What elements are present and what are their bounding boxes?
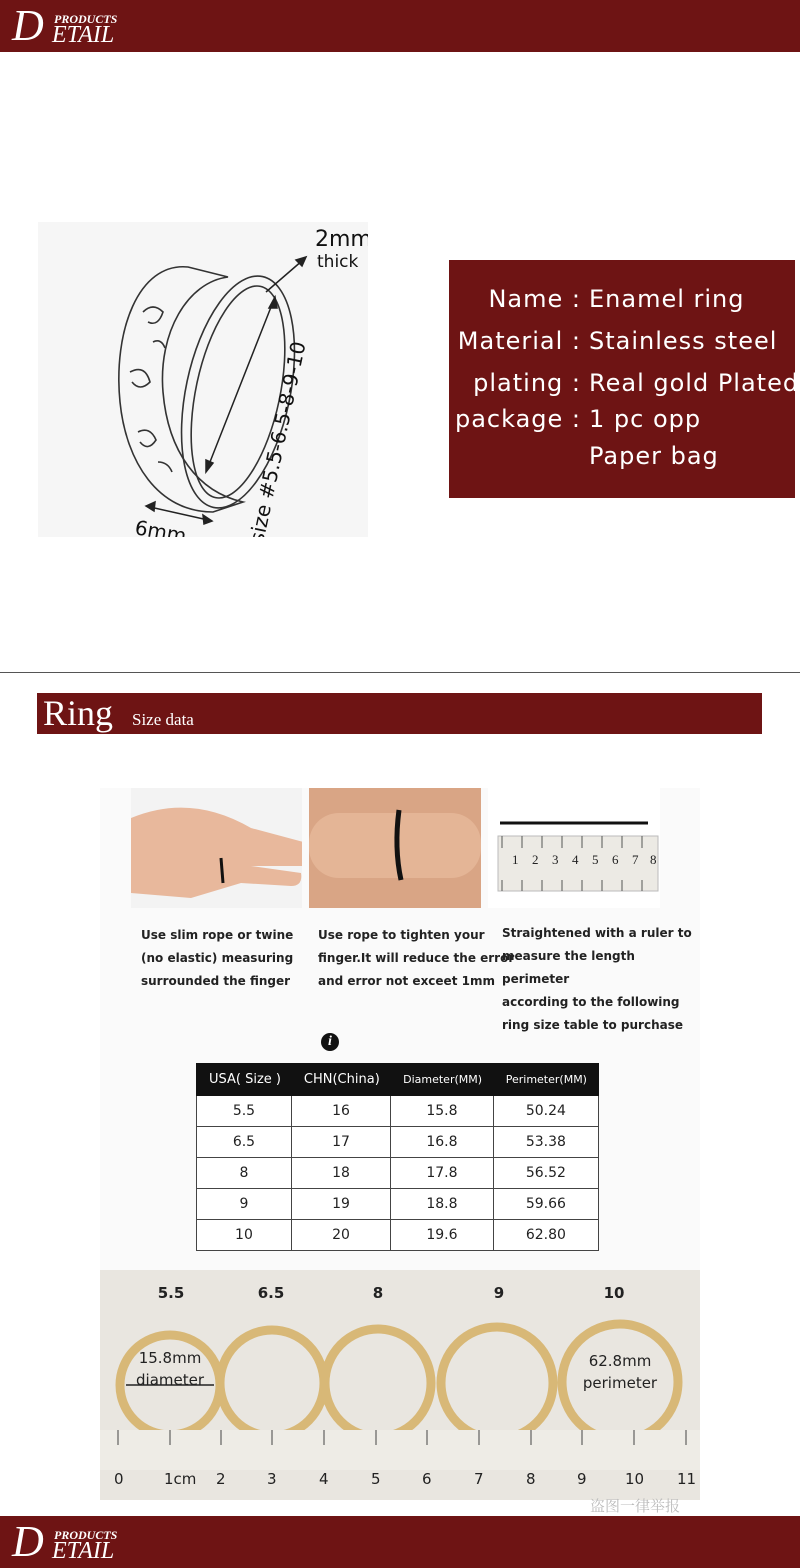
ruler-tick: 2 bbox=[216, 1470, 226, 1488]
table-cell: 8 bbox=[197, 1158, 292, 1189]
section-header bbox=[37, 693, 762, 734]
thickness-value: 2mm bbox=[315, 227, 368, 252]
info-value: Enamel ring bbox=[589, 285, 745, 313]
perimeter-label: 62.8mm perimeter bbox=[582, 1352, 658, 1392]
banner-products: PRODUCTS bbox=[54, 12, 118, 26]
section-subtitle: Size data bbox=[132, 710, 194, 729]
info-row bbox=[449, 366, 800, 400]
info-value: Paper bag bbox=[589, 442, 719, 470]
thickness-word: thick bbox=[317, 252, 359, 272]
table-cell: 10 bbox=[197, 1220, 292, 1251]
table-cell: 19.6 bbox=[391, 1220, 494, 1251]
rings-photo bbox=[100, 1270, 700, 1500]
ruler-tick: 8 bbox=[526, 1470, 536, 1488]
hand-photo bbox=[131, 788, 302, 908]
ruler-number: 2 bbox=[532, 852, 539, 867]
info-value: Real gold Plated bbox=[589, 369, 800, 397]
table-cell: 17.8 bbox=[391, 1158, 494, 1189]
diameter-label: 15.8mm diameter bbox=[136, 1349, 204, 1389]
table-cell: 18 bbox=[291, 1158, 390, 1189]
ruler-number: 7 bbox=[632, 852, 639, 867]
table-row bbox=[197, 1220, 599, 1251]
top-banner bbox=[0, 0, 800, 52]
banner-etail: ETAIL bbox=[52, 1538, 115, 1564]
banner-letter: D bbox=[12, 1, 44, 50]
table-cell: 50.24 bbox=[493, 1096, 598, 1127]
table-cell: 62.80 bbox=[493, 1220, 598, 1251]
watermark: 盗图一律举报 bbox=[590, 1497, 681, 1515]
ruler-tick: 6 bbox=[422, 1470, 432, 1488]
ruler-number: 4 bbox=[572, 852, 579, 867]
info-icon: i bbox=[321, 1033, 339, 1051]
table-cell: 9 bbox=[197, 1189, 292, 1220]
info-row bbox=[449, 402, 795, 436]
table-cell: 15.8 bbox=[391, 1096, 494, 1127]
ruler-number: 5 bbox=[592, 852, 599, 867]
size-guide bbox=[100, 788, 700, 1500]
step-caption: Use rope to tighten your finger.It will reduce the error and error not exceet 1mm bbox=[318, 928, 515, 988]
table-cell: 53.38 bbox=[493, 1127, 598, 1158]
size-table bbox=[196, 1063, 599, 1251]
table-row bbox=[197, 1158, 599, 1189]
step-caption: Straightened with a ruler to measure the length perimeter according to the following ring size table to purchase bbox=[502, 926, 692, 1032]
banner-etail: ETAIL bbox=[52, 22, 115, 48]
table-header-row bbox=[197, 1064, 599, 1096]
ring-drawing bbox=[38, 222, 368, 537]
info-value: 1 pc opp bbox=[589, 405, 702, 433]
table-cell: 17 bbox=[291, 1127, 390, 1158]
table-row bbox=[197, 1189, 599, 1220]
ruler-tick: 9 bbox=[577, 1470, 587, 1488]
table-cell: 5.5 bbox=[197, 1096, 292, 1127]
info-value: Stainless steel bbox=[589, 327, 778, 355]
table-cell: 16 bbox=[291, 1096, 390, 1127]
table-cell: 16.8 bbox=[391, 1127, 494, 1158]
table-cell: 20 bbox=[291, 1220, 390, 1251]
table-header: Perimeter(MM) bbox=[493, 1064, 598, 1096]
ruler-icon bbox=[488, 788, 660, 908]
info-row bbox=[449, 282, 795, 316]
table-header: CHN(China) bbox=[291, 1064, 390, 1096]
info-row bbox=[449, 324, 795, 358]
ring-size-label: 8 bbox=[372, 1284, 384, 1302]
ring-sketch-icon bbox=[38, 222, 368, 537]
ring-size-label: 5.5 bbox=[157, 1284, 185, 1302]
table-row bbox=[197, 1127, 599, 1158]
ruler-photo bbox=[488, 788, 660, 908]
table-cell: 6.5 bbox=[197, 1127, 292, 1158]
info-row bbox=[449, 439, 795, 473]
ring-size-label: 9 bbox=[493, 1284, 505, 1302]
info-label: Material : bbox=[457, 327, 581, 355]
width-value: 6mm bbox=[133, 515, 189, 537]
banner-products: PRODUCTS bbox=[54, 1528, 118, 1542]
banner-letter: D bbox=[12, 1517, 44, 1566]
section-title: Ring bbox=[43, 693, 114, 733]
info-label: package : bbox=[454, 405, 581, 433]
ruler-number: 8 bbox=[650, 852, 657, 867]
step-caption: Use slim rope or twine (no elastic) measuring surrounded the finger bbox=[141, 928, 294, 988]
table-cell: 56.52 bbox=[493, 1158, 598, 1189]
ruler-tick: 10 bbox=[625, 1470, 645, 1488]
table-row bbox=[197, 1096, 599, 1127]
ruler-number: 6 bbox=[612, 852, 619, 867]
table-header: Diameter(MM) bbox=[391, 1064, 494, 1096]
finger-icon bbox=[309, 788, 481, 908]
divider bbox=[0, 672, 800, 673]
ruler-tick: 4 bbox=[319, 1470, 329, 1488]
ruler-tick: 1cm bbox=[164, 1470, 197, 1488]
ruler-tick: 7 bbox=[474, 1470, 484, 1488]
finger-photo bbox=[309, 788, 481, 908]
product-info-box bbox=[449, 260, 800, 498]
ruler-tick: 3 bbox=[267, 1470, 277, 1488]
size-range: size #5.5-6.5-8-9-10 bbox=[244, 339, 311, 537]
info-label: plating : bbox=[473, 369, 581, 397]
ruler-tick: 5 bbox=[371, 1470, 381, 1488]
hand-icon bbox=[131, 788, 302, 908]
ruler-tick: 11 bbox=[677, 1470, 697, 1488]
table-cell: 19 bbox=[291, 1189, 390, 1220]
table-header: USA( Size ) bbox=[197, 1064, 292, 1096]
ruler-tick: 0 bbox=[114, 1470, 124, 1488]
table-cell: 59.66 bbox=[493, 1189, 598, 1220]
ring-size-label: 10 bbox=[603, 1284, 625, 1302]
ring-size-label: 6.5 bbox=[257, 1284, 285, 1302]
bottom-banner bbox=[0, 1516, 800, 1568]
ruler-number: 3 bbox=[552, 852, 559, 867]
ruler-number: 1 bbox=[512, 852, 519, 867]
table-cell: 18.8 bbox=[391, 1189, 494, 1220]
info-label: Name : bbox=[488, 285, 581, 313]
